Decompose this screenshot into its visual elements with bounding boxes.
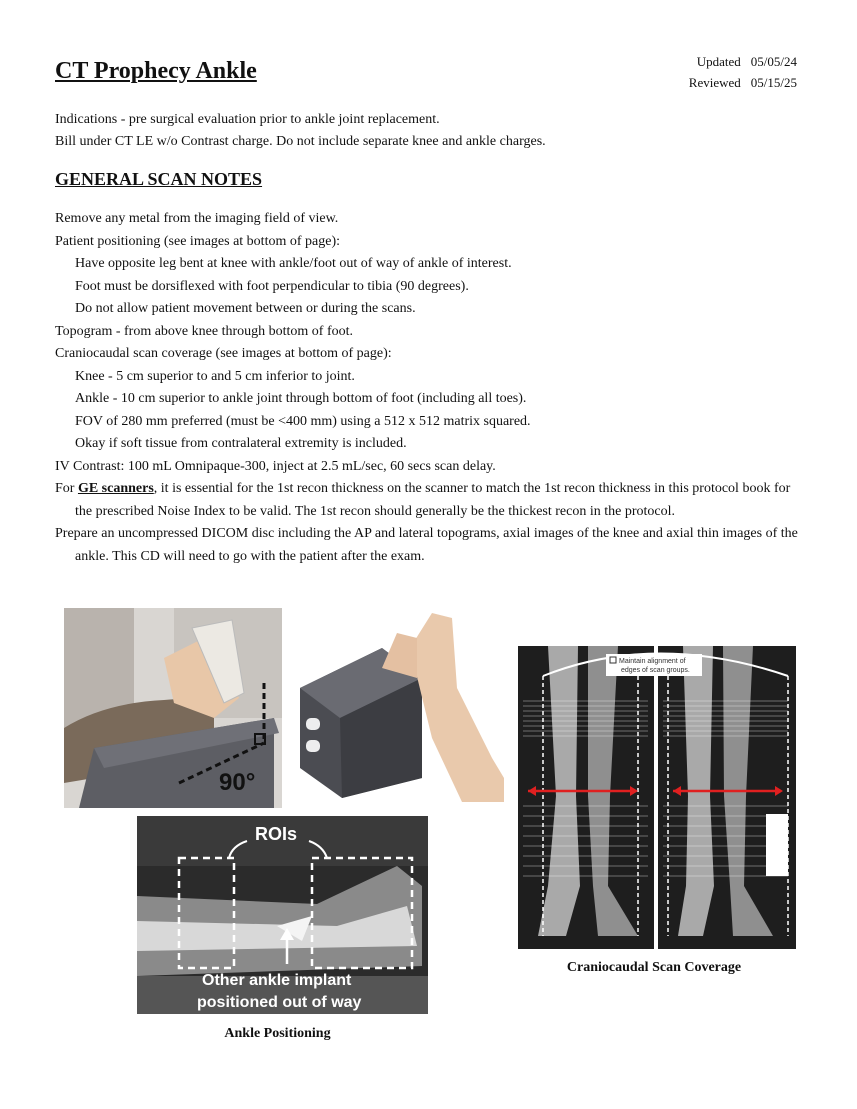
updated-label: Updated [696,54,741,69]
craniocaudal-caption: Craniocaudal Scan Coverage [566,960,742,975]
reviewed-date: 05/15/25 [750,75,797,90]
note-line: Craniocaudal scan coverage (see images at bottom of page): [55,346,392,361]
implant-label-1: Other ankle implant [202,972,352,989]
note-line: Remove any metal from the imaging field of view. [55,211,339,226]
note-line: Topogram - from above knee through bottom of foot. [55,323,354,339]
updated-date: 05/05/24 [750,54,797,69]
ge-prefix: For [55,481,78,496]
ge-text: , it is essential for the 1st recon thickness on the scanner to match the 1st recon thickness in this protocol book for the prescribed Noise Index to be valid. The 1st recon should generally be the thickest recon in the protocol. [75,481,791,519]
reviewed-row [681,72,797,93]
ankle-positioning-caption: Ankle Positioning [224,1026,331,1041]
note-subline: Have opposite leg bent at knee with ankle/foot out of way of ankle of interest. [75,256,512,271]
note-line-ge [55,478,800,523]
section-heading: GENERAL SCAN NOTES [55,169,263,189]
note-subline: Knee - 5 cm superior to and 5 cm inferior to joint. [75,368,355,384]
rois-label: ROIs [255,824,298,844]
reviewed-label: Reviewed [688,75,741,90]
note-line: Patient positioning (see images at bottom of page): [55,233,340,249]
intro-block [55,109,546,153]
scan-notes [55,208,800,568]
alignment-note-2: edges of scan groups. [621,667,690,674]
note-line: IV Contrast: 100 mL Omnipaque-300, inject at 2.5 mL/sec, 60 secs scan delay. [55,458,496,474]
implant-label-2: positioned out of way [197,994,362,1011]
ge-scanners-link[interactable]: GE scanners [77,481,154,496]
note-subline: Do not allow patient movement between or during the scans. [75,301,416,316]
updated-row [681,51,797,72]
craniocaudal-coverage-image [518,646,796,949]
note-subline: Foot must be dorsiflexed with foot perpendicular to tibia (90 degrees). [75,278,469,294]
foam-positioner-photo [292,608,504,802]
note-subline: Okay if soft tissue from contralateral extremity is included. [75,436,407,451]
alignment-note-1: Maintain alignment of [619,658,686,665]
billing-line: Bill under CT LE w/o Contrast charge. Do not include separate knee and ankle charges. [55,134,546,149]
revision-dates [681,51,797,93]
note-line: Prepare an uncompressed DICOM disc including the AP and lateral topograms, axial images of the knee and axial thin images of the ankle. This CD will need to go with the patient after the exam. [55,526,798,564]
roi-xray-image [137,816,428,1014]
note-subline: Ankle - 10 cm superior to ankle joint through bottom of foot (including all toes). [75,391,527,406]
angle-label: 90° [219,769,256,796]
note-subline: FOV of 280 mm preferred (must be <400 mm) using a 512 x 512 matrix squared. [75,413,531,429]
indications-line: Indications - pre surgical evaluation prior to ankle joint replacement. [55,112,440,127]
page-title: CT Prophecy Ankle [55,58,257,84]
positioning-photo-angle [64,608,282,808]
